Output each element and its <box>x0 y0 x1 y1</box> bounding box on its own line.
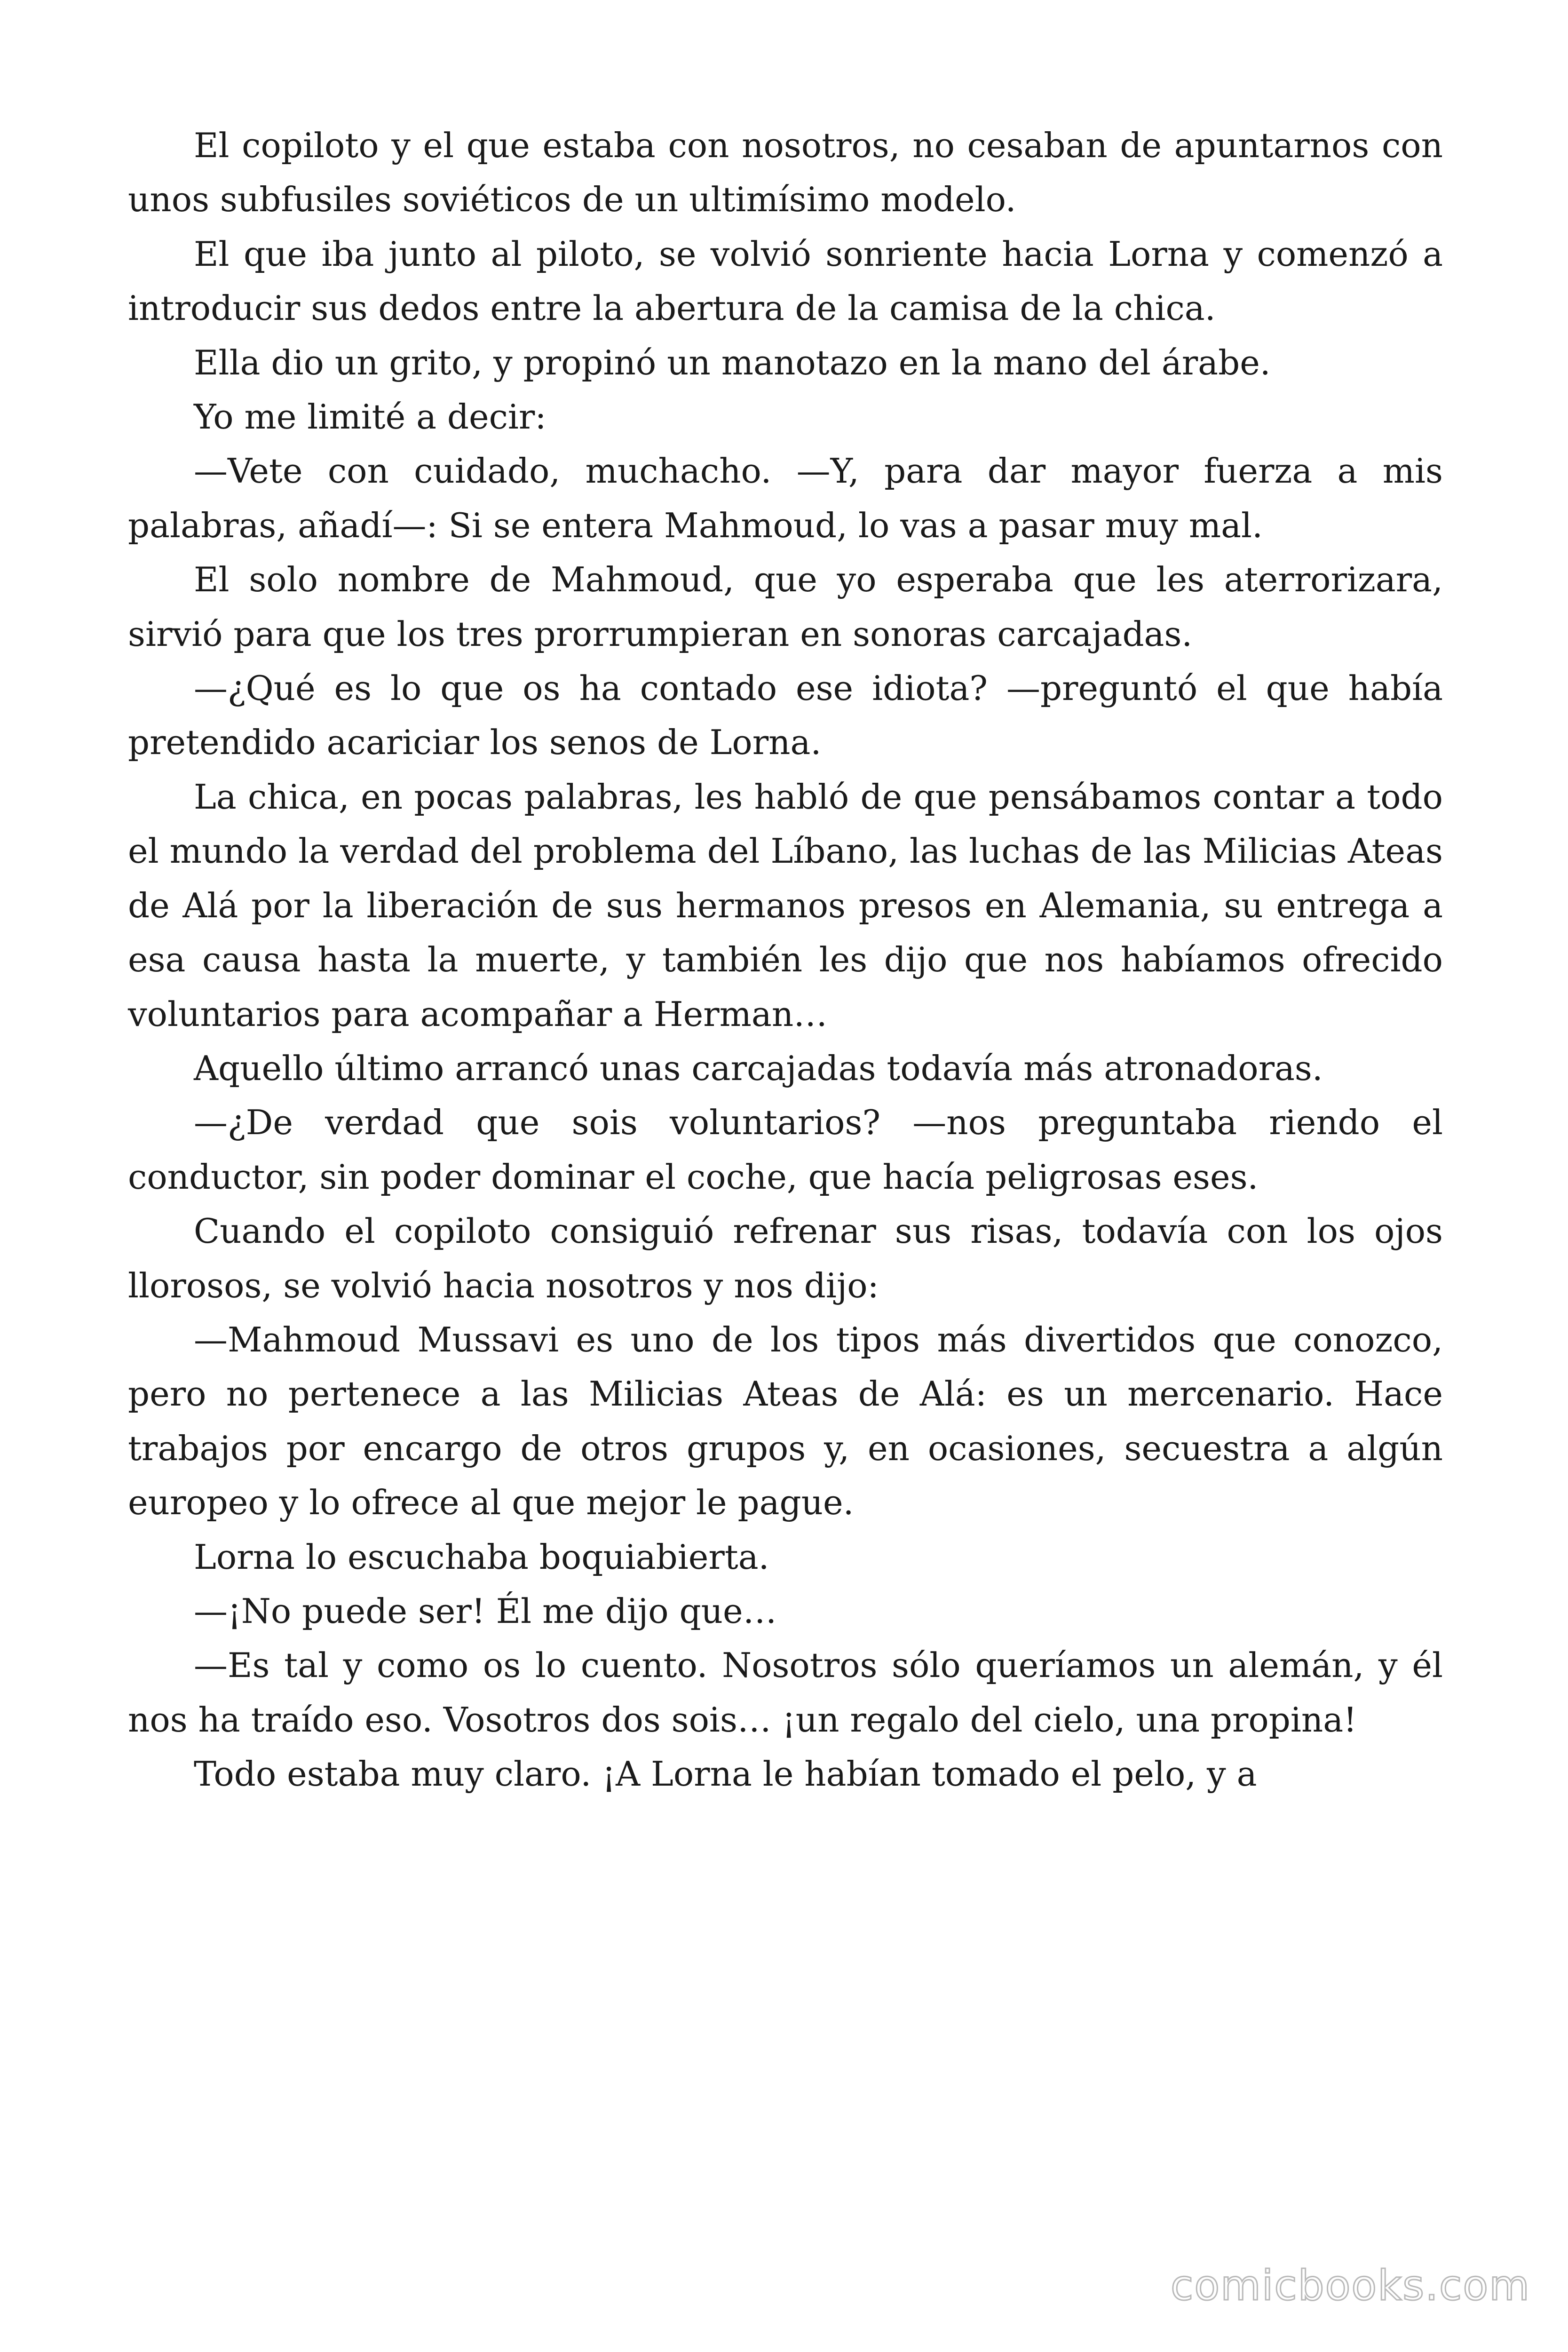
paragraph: —Mahmoud Mussavi es uno de los tipos más divertidos que conozco, pero no pertenece a las Milicias Ateas de Alá: es un mercenario. Hace trabajos por encargo de otros grupos y, en ocasiones, secuestra a algún europeo y lo ofrece al que mejor le pague. <box>128 1319 1443 1523</box>
paragraph: —Vete con cuidado, muchacho. —Y, para dar mayor fuerza a mis palabras, añadí—: Si se entera Mahmoud, lo vas a pasar muy mal. <box>128 451 1443 545</box>
paragraph: —¿De verdad que sois voluntarios? —nos preguntaba riendo el conductor, sin poder dominar el coche, que hacía peligrosas eses. <box>128 1103 1443 1197</box>
paragraph: Yo me limité a decir: <box>194 397 546 437</box>
paragraph: —¡No puede ser! Él me dijo que… <box>194 1591 777 1631</box>
paragraph: Todo estaba muy claro. ¡A Lorna le habían tomado el pelo, y a <box>194 1754 1257 1794</box>
paragraph: El que iba junto al piloto, se volvió sonriente hacia Lorna y comenzó a introducir sus dedos entre la abertura de la camisa de la chica. <box>128 234 1443 328</box>
paragraph: La chica, en pocas palabras, les habló de que pensábamos contar a todo el mundo la verdad del problema del Líbano, las luchas de las Milicias Ateas de Alá por la liberación de sus hermanos presos en Alemania, su entrega a esa causa hasta la muerte, y también les dijo que nos habíamos ofrecido voluntarios para acompañar a Herman… <box>128 777 1443 1034</box>
paragraph: Lorna lo escuchaba boquiabierta. <box>194 1537 769 1577</box>
paragraph: —¿Qué es lo que os ha contado ese idiota? —preguntó el que había pretendido acariciar los senos de Lorna. <box>128 668 1443 763</box>
paragraph: —Es tal y como os lo cuento. Nosotros sólo queríamos un alemán, y él nos ha traído eso. Vosotros dos sois… ¡un regalo del cielo, una propina! <box>128 1645 1443 1740</box>
page-body <box>128 119 1443 1802</box>
watermark: comicbooks.com <box>1170 2261 1530 2310</box>
paragraph: Ella dio un grito, y propinó un manotazo en la mano del árabe. <box>194 342 1271 382</box>
paragraph: Cuando el copiloto consiguió refrenar sus risas, todavía con los ojos llorosos, se volvió hacia nosotros y nos dijo: <box>128 1211 1443 1305</box>
paragraph: Aquello último arrancó unas carcajadas todavía más atronadoras. <box>194 1048 1323 1088</box>
paragraph: El solo nombre de Mahmoud, que yo esperaba que les aterrorizara, sirvió para que los tres prorrumpieran en sonoras carcajadas. <box>128 560 1443 654</box>
paragraph: El copiloto y el que estaba con nosotros, no cesaban de apuntarnos con unos subfusiles soviéticos de un ultimísimo modelo. <box>128 126 1443 220</box>
